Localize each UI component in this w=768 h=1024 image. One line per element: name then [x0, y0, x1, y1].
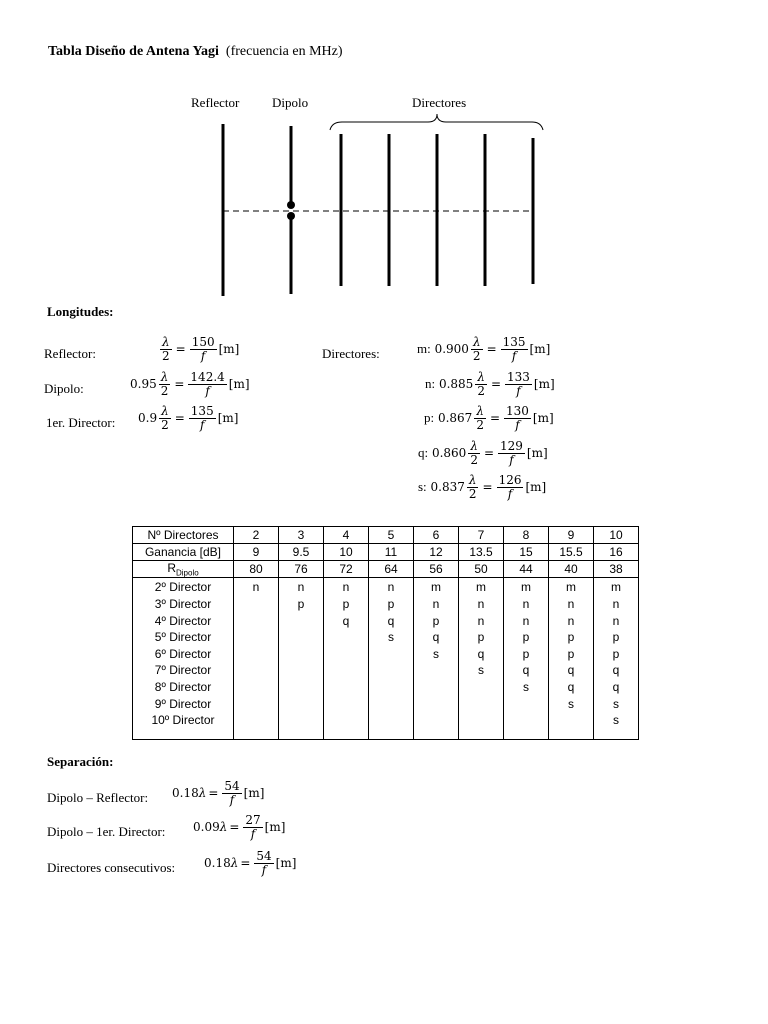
table-cell: 6: [414, 527, 459, 544]
table-cell: 44: [504, 561, 549, 578]
table-cell: 16: [594, 544, 639, 561]
table-cell: 76: [279, 561, 324, 578]
table-cell: 12: [414, 544, 459, 561]
label-directores: Directores: [412, 95, 467, 110]
table-cell: 2: [234, 527, 279, 544]
table-cell: 10: [324, 544, 369, 561]
table-cell: 8: [504, 527, 549, 544]
director-label: 7º Director: [154, 663, 212, 678]
table-cell: 64: [369, 561, 414, 578]
director-s-formula: s: 0.837 $\frac{\lambda}{2}$ = $\frac{126}{f}$ [m]: [418, 473, 547, 501]
table-cell: 4: [324, 527, 369, 544]
dipolo-label: Dipolo:: [44, 381, 84, 396]
director-label: 2º Director: [154, 580, 212, 595]
row-label-r-dipolo: $R_{Dipolo}$: [133, 561, 234, 578]
table-row: [133, 527, 639, 544]
director-label: 9º Director: [154, 696, 212, 711]
table-cell: 15: [504, 544, 549, 561]
row-label-ganancia: Ganancia [dB]: [133, 544, 234, 561]
title-bold: Tabla Diseño de Antena Yagi: [48, 44, 219, 59]
director-q-formula: q: 0.860 $\frac{\lambda}{2}$ = $\frac{129}{f}$ [m]: [418, 439, 548, 467]
director-label: 3º Director: [154, 596, 212, 611]
dipolo-formula: 0.95 $\frac{\lambda}{2}$ = $\frac{142.4}{f}$ [m]: [130, 370, 250, 398]
director-labels-cell: [133, 578, 234, 740]
table-cell: 9: [234, 544, 279, 561]
table-row: [133, 561, 639, 578]
table-cell: 9: [549, 527, 594, 544]
sep-dipolo-reflector-label: Dipolo – Reflector:: [47, 790, 149, 805]
label-dipolo: Dipolo: [272, 95, 309, 110]
table-cell: 9.5: [279, 544, 324, 561]
sep-directores-formula: 0.18 λ = $\frac{54}{f}$ [m]: [204, 849, 297, 877]
director-column: m n n p q s: [459, 578, 504, 740]
separacion-heading: Separación:: [47, 754, 114, 769]
table-cell: 15.5: [549, 544, 594, 561]
director-column: n: [234, 578, 279, 740]
reflector-formula: $\frac{\lambda}{2}$ = $\frac{150}{f}$ [m]: [162, 335, 240, 363]
director-column: m n p q s: [414, 578, 459, 740]
director-column: m n n p p q q s: [549, 578, 594, 740]
director-label: 4º Director: [154, 613, 212, 628]
dipole-feed-point-upper: [287, 201, 295, 209]
title-units: (frecuencia en MHz): [225, 44, 343, 59]
longitudes-heading: Longitudes:: [47, 304, 114, 319]
reflector-label: Reflector:: [44, 346, 96, 361]
table-cell: 11: [369, 544, 414, 561]
director-column: n p q s: [369, 578, 414, 740]
table-cell: 3: [279, 527, 324, 544]
directores-label: Directores:: [322, 346, 380, 361]
table-cell: 7: [459, 527, 504, 544]
table-cell: 80: [234, 561, 279, 578]
director-label: 8º Director: [154, 679, 212, 694]
table-row: [133, 578, 639, 740]
sep-dipolo-director-formula: 0.09 λ = $\frac{27}{f}$ [m]: [193, 813, 286, 841]
director-n-formula: n: 0.885 $\frac{\lambda}{2}$ = $\frac{133}{f}$ [m]: [425, 370, 555, 398]
table-cell: 56: [414, 561, 459, 578]
director-m-formula: m: 0.900 $\frac{\lambda}{2}$ = $\frac{135}{f}$ [m]: [417, 335, 551, 363]
table-cell: 50: [459, 561, 504, 578]
table-cell: 38: [594, 561, 639, 578]
director-label: 5º Director: [154, 630, 212, 645]
sep-dipolo-director-label: Dipolo – 1er. Director:: [47, 824, 166, 839]
director1-label: 1er. Director:: [46, 415, 116, 430]
director-column: m n n p p q s: [504, 578, 549, 740]
director-column: n p q: [324, 578, 369, 740]
director1-formula: 0.9 $\frac{\lambda}{2}$ = $\frac{135}{f}$ [m]: [138, 404, 239, 432]
label-reflector: Reflector: [191, 95, 240, 110]
table-cell: 5: [369, 527, 414, 544]
table-cell: 72: [324, 561, 369, 578]
table-cell: 13.5: [459, 544, 504, 561]
directores-table: [132, 526, 639, 740]
directores-brace: [330, 114, 543, 130]
table-cell: 10: [594, 527, 639, 544]
table-row: [133, 544, 639, 561]
director-label: 6º Director: [154, 646, 212, 661]
dipole-feed-point-lower: [287, 212, 295, 220]
row-label-directores: Nº Directores: [133, 527, 234, 544]
sep-directores-label: Directores consecutivos:: [47, 860, 176, 875]
director-p-formula: p: 0.867 $\frac{\lambda}{2}$ = $\frac{130}{f}$ [m]: [424, 404, 554, 432]
sep-dipolo-reflector-formula: 0.18 λ = $\frac{54}{f}$ [m]: [172, 779, 265, 807]
director-column: m n n p p q q s s: [594, 578, 639, 740]
table-cell: 40: [549, 561, 594, 578]
director-column: n p: [279, 578, 324, 740]
director-label: 10º Director: [151, 713, 215, 728]
